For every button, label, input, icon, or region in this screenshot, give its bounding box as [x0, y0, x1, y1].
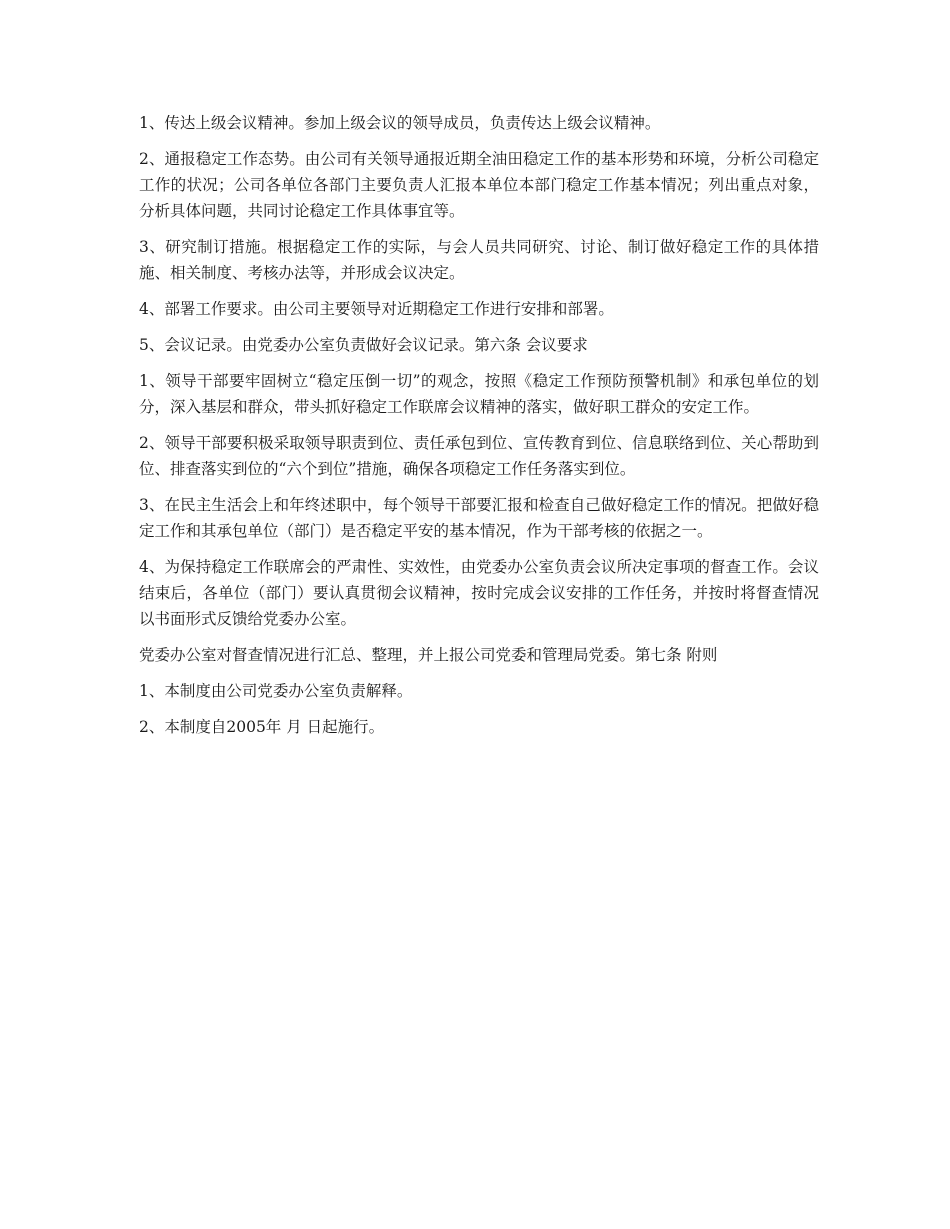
paragraph-item-5: 5、会议记录。由党委办公室负责做好会议记录。第六条 会议要求 — [139, 336, 588, 354]
paragraph-item-1: 1、传达上级会议精神。参加上级会议的领导成员，负责传达上级会议精神。 — [139, 114, 661, 132]
paragraph-appendix-1: 1、本制度由公司党委办公室负责解释。 — [139, 682, 413, 700]
paragraph-item-4: 4、部署工作要求。由公司主要领导对近期稳定工作进行安排和部署。 — [139, 300, 614, 318]
document-body — [139, 110, 819, 750]
paragraph-appendix-2: 2、本制度自2005年 月 日起施行。 — [139, 718, 385, 736]
paragraph-requirement-3: 3、在民主生活会上和年终述职中，每个领导干部要汇报和检查自己做好稳定工作的情况。把做好稳定工作和其承包单位（部门）是否稳定平安的基本情况，作为干部考核的依据之一。 — [139, 496, 819, 540]
paragraph-requirement-2: 2、领导干部要积极采取领导职责到位、责任承包到位、宣传教育到位、信息联络到位、关心帮助到位、排查落实到位的“六个到位”措施，确保各项稳定工作任务落实到位。 — [139, 434, 819, 478]
paragraph-summary: 党委办公室对督查情况进行汇总、整理，并上报公司党委和管理局党委。第七条 附则 — [139, 646, 718, 664]
paragraph-item-2: 2、通报稳定工作态势。由公司有关领导通报近期全油田稳定工作的基本形势和环境，分析公司稳定工作的状况；公司各单位各部门主要负责人汇报本单位本部门稳定工作基本情况；列出重点对象，分析具体问题，共同讨论稳定工作具体事宜等。 — [139, 150, 819, 220]
paragraph-item-3: 3、研究制订措施。根据稳定工作的实际，与会人员共同研究、讨论、制订做好稳定工作的具体措施、相关制度、考核办法等，并形成会议决定。 — [139, 238, 819, 282]
paragraph-requirement-4: 4、为保持稳定工作联席会的严肃性、实效性，由党委办公室负责会议所决定事项的督查工作。会议结束后，各单位（部门）要认真贯彻会议精神，按时完成会议安排的工作任务，并按时将督查情况以书面形式反馈给党委办公室。 — [139, 558, 819, 628]
paragraph-requirement-1: 1、领导干部要牢固树立“稳定压倒一切”的观念，按照《稳定工作预防预警机制》和承包单位的划分，深入基层和群众，带头抓好稳定工作联席会议精神的落实，做好职工群众的安定工作。 — [139, 372, 819, 416]
